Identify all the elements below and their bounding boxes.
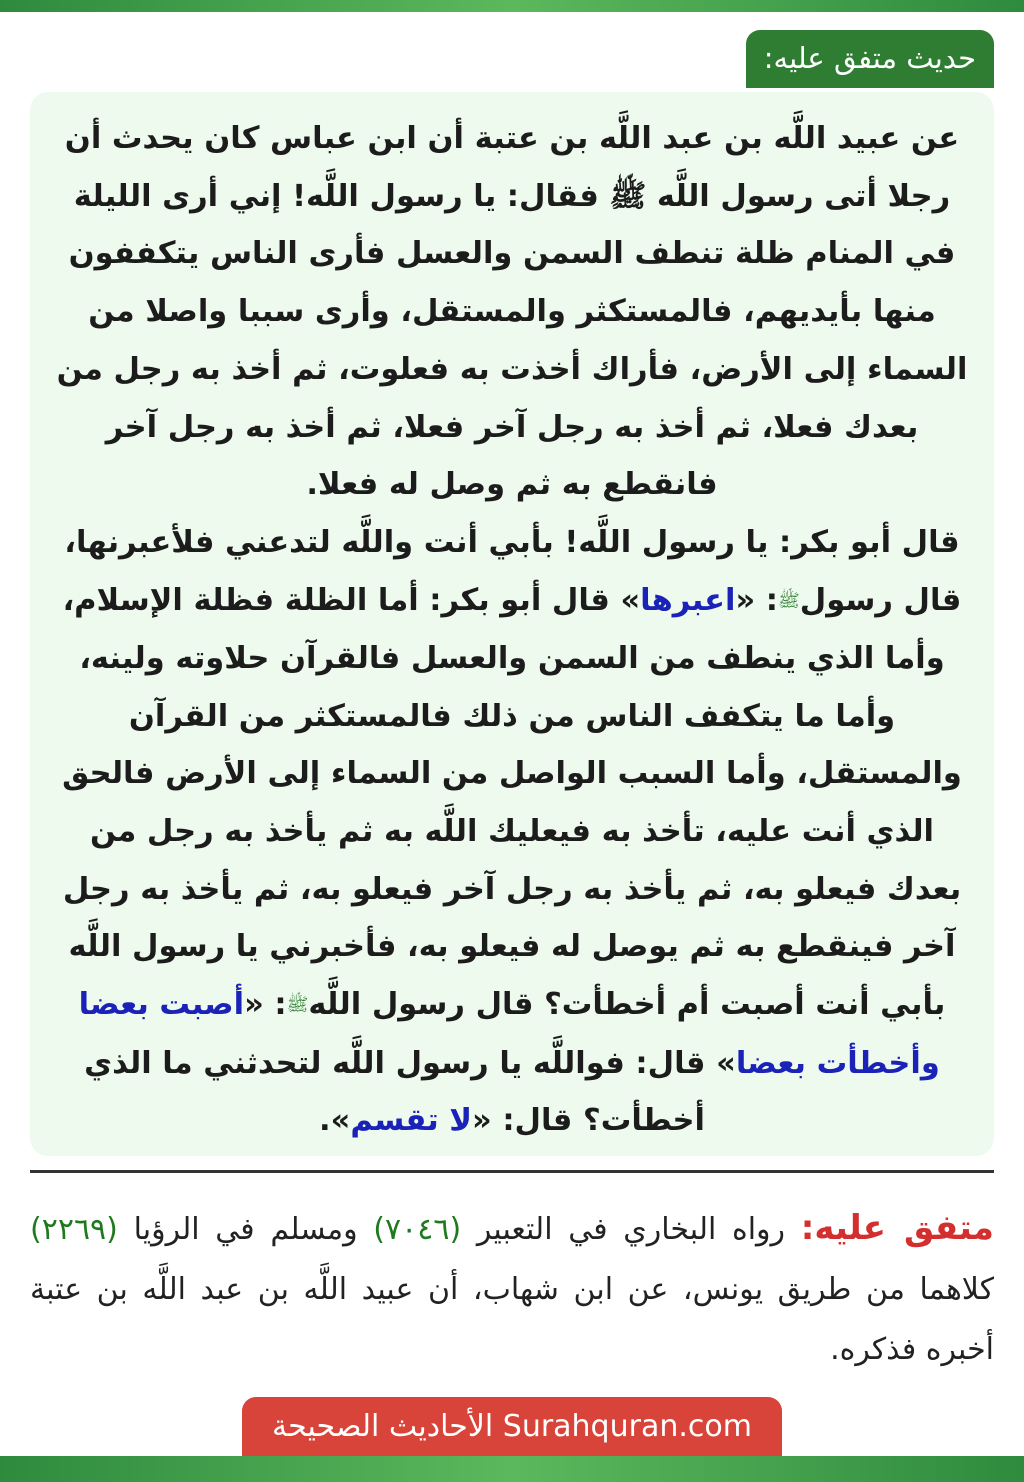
prophet-quote: أصبت بعضا وأخطأت بعضا (78, 987, 940, 1081)
source-text: رواه البخاري في التعبير (461, 1212, 801, 1247)
prophet-quote: اعبرها (640, 582, 736, 618)
site-badge[interactable]: الأحاديث الصحيحة Surahquran.com (242, 1397, 782, 1457)
hadith-text: » قال: فواللَّه يا رسول اللَّه لتحدثني ما الذي أخطأت؟ قال: « (84, 1045, 736, 1139)
source-reference (30, 1198, 994, 1380)
prophet-quote: لا تقسم (350, 1103, 472, 1139)
source-text: ومسلم في الرؤيا (117, 1212, 374, 1247)
hadith-type-tag: حديث متفق عليه: (746, 30, 994, 88)
divider-line (30, 1170, 994, 1173)
bottom-decor-band (0, 1456, 1024, 1482)
hadith-paragraph-1: عن عبيد اللَّه بن عبد اللَّه بن عتبة أن ابن عباس كان يحدث أن رجلا أتى رسول اللَّه ﷺ فقال: يا رسول اللَّه! إني أرى الليلة في المنام ظلة تنطف السمن والعسل فأرى الناس يتكففون منها بأيديهم، فالمستكثر والمستقل، وأرى سببا واصلا من السماء إلى الأرض، فأراك أخذت به فعلوت، ثم أخذ به رجل من بعدك فعلا، ثم أخذ به رجل آخر فعلا، ثم أخذ به رجل آخر فانقطع به ثم وصل له فعلا. (56, 121, 968, 503)
hadith-text: » قال أبو بكر: أما الظلة فظلة الإسلام، وأما الذي ينطف من السمن والعسل فالقرآن حلاوته ولينه، وأما ما يتكفف الناس من ذلك فالمستكثر من القرآن والمستقل، وأما السبب الواصل من السماء إلى الأرض فالحق الذي أنت عليه، تأخذ به فيعليك اللَّه به ثم يأخذ به رجل من بعدك فيعلو به، ثم يأخذ به رجل آخر فيعلو به، ثم يأخذ به رجل آخر فينقطع به ثم يوصل له فيعلو به، فأخبرني يا رسول اللَّه بأبي أنت أصبت أم أخطأت؟ قال رسول اللَّه (62, 582, 962, 1023)
hadith-paragraph-2 (52, 514, 972, 1150)
hadith-text: ». (319, 1103, 351, 1139)
salawat-symbol: ﷺ (286, 994, 309, 1016)
source-text: كلاهما من طريق يونس، عن ابن شهاب، أن عبيد اللَّه بن عبد اللَّه بن عتبة أخبره فذكره. (30, 1272, 994, 1367)
top-decor-band (0, 0, 1024, 12)
hadith-number: (٢٢٦٩) (30, 1212, 118, 1247)
salawat-symbol: ﷺ (778, 590, 800, 612)
hadith-text: قال أبو بكر: يا رسول اللَّه! بأبي أنت واللَّه لتدعني فلأعبرنها، قال رسول (64, 524, 962, 618)
hadith-text-box (30, 92, 994, 1156)
source-label: متفق عليه: (800, 1208, 994, 1248)
hadith-text: : « (735, 582, 778, 618)
hadith-text: : « (244, 987, 287, 1023)
hadith-number: (٧٠٤٦) (373, 1212, 462, 1247)
